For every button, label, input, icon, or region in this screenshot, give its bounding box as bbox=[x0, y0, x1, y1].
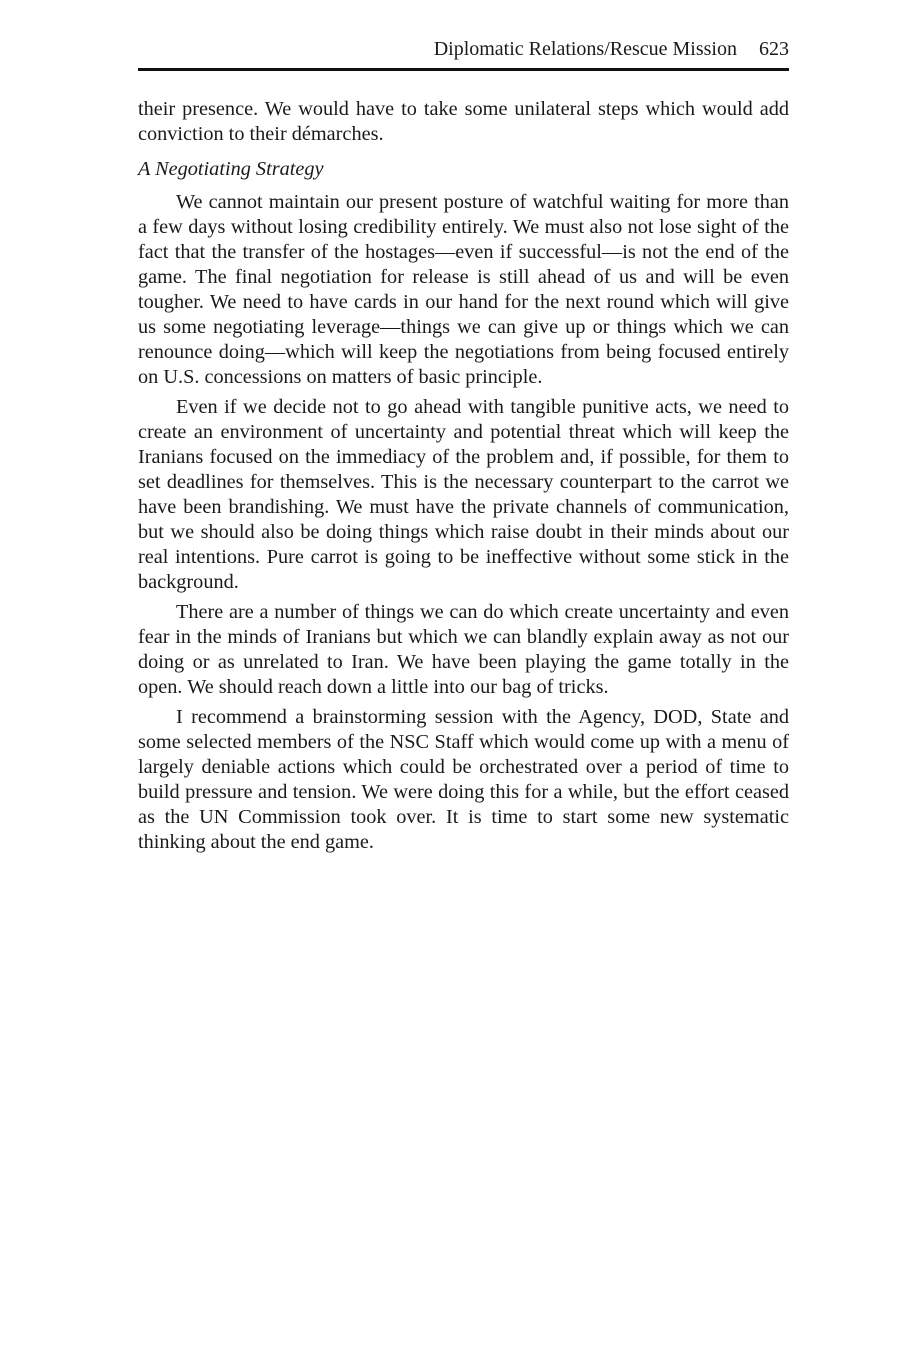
running-header bbox=[138, 34, 789, 71]
paragraph-4: I recommend a brainstorming session with the Agency, DOD, State and some selected members of the NSC Staff which would come up with a menu of largely deniable actions which could be orchestrated over a period of time to build pressure and tension. We were doing this for a while, but the effort ceased as the UN Commission took over. It is time to start some new systematic thinking about the end game. bbox=[138, 706, 789, 853]
section-heading: A Negotiating Strategy bbox=[138, 158, 324, 180]
paragraph-1: We cannot maintain our present posture of watchful waiting for more than a few days without losing credibility entirely. We must also not lose sight of the fact that the transfer of the hostages—even if successful—is not the end of the game. The final negotiation for release is still ahead of us and will be even tougher. We need to have cards in our hand for the next round which will give us some negotiating leverage—things we can give up or things which we can renounce doing—which will keep the negotiations from being focused entirely on U.S. concessions on matters of basic principle. bbox=[138, 191, 789, 388]
running-header-title: Diplomatic Relations/Rescue Mission bbox=[433, 38, 737, 60]
paragraph-2: Even if we decide not to go ahead with tangible punitive acts, we need to create an environment of uncertainty and potential threat which will keep the Iranians focused on the immediacy of the problem and, if possible, for them to set deadlines for themselves. This is the necessary counterpart to the carrot we have been brandishing. We must have the private channels of communication, but we should also be doing things which raise doubt in their minds about our real intentions. Pure carrot is going to be ineffective without some stick in the background. bbox=[138, 396, 789, 593]
page-number: 623 bbox=[759, 38, 789, 60]
paragraph-3: There are a number of things we can do which create uncertainty and even fear in the minds of Iranians but which we can blandly explain away as not our doing or as unrelated to Iran. We have been playing the game totally in the open. We should reach down a little into our bag of tricks. bbox=[138, 601, 789, 698]
body-text bbox=[138, 97, 789, 855]
document-page bbox=[138, 34, 789, 860]
opening-paragraph: their presence. We would have to take some unilateral steps which would add conviction to their démarches. bbox=[138, 98, 789, 145]
